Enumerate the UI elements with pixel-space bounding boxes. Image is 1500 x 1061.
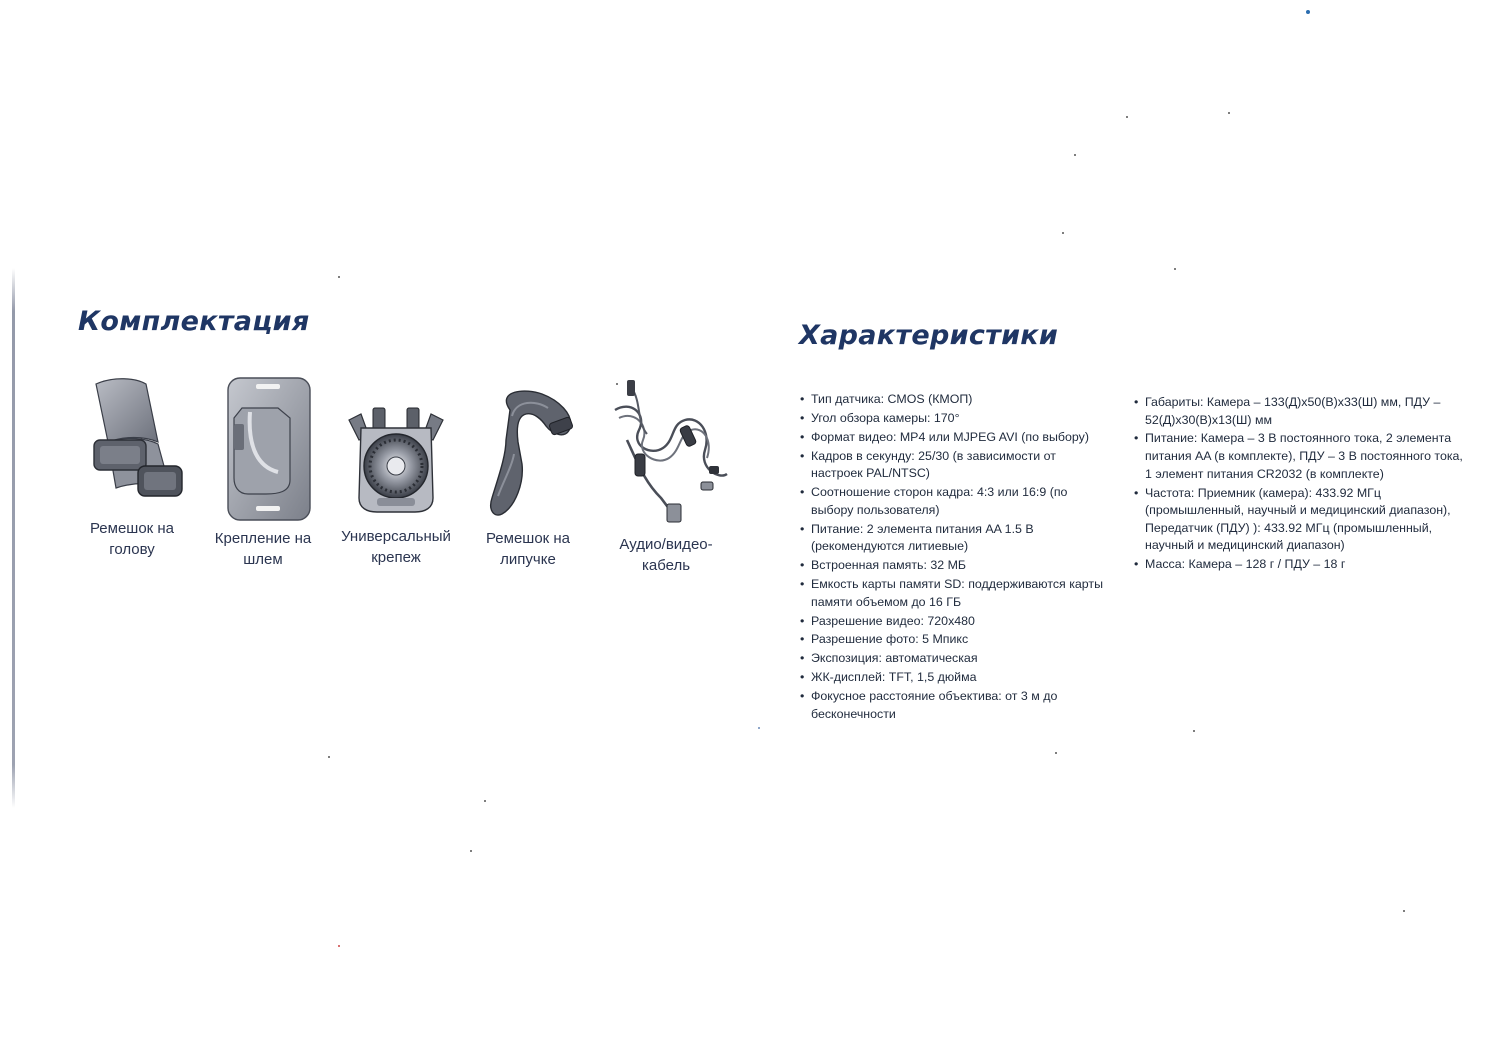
kit-caption: [62, 518, 202, 560]
kit-caption-line: шлем: [243, 551, 283, 568]
kit-item-universal-mount: [326, 370, 466, 568]
spec-item: • Питание: 2 элемента питания AA 1.5 В (рекомендуются литиевые): [800, 521, 1110, 556]
scan-speck: [1193, 730, 1195, 732]
scan-edge-shadow: [12, 268, 15, 808]
scan-speck: [338, 945, 340, 947]
scan-speck: [1055, 752, 1057, 754]
kit-heading: Комплектация: [78, 306, 310, 337]
spec-item: • Встроенная память: 32 МБ: [800, 557, 1110, 575]
scan-speck: [1228, 112, 1230, 114]
spec-item: • Емкость карты памяти SD: поддерживаются карты памяти объемом до 16 ГБ: [800, 576, 1110, 611]
scan-speck: [758, 727, 760, 729]
kit-item-velcro-strap: [458, 370, 598, 570]
scan-speck: [1062, 232, 1064, 234]
spec-item: • Экспозиция: автоматическая: [800, 650, 1110, 668]
spec-item: • Питание: Камера – 3 В постоянного тока, 2 элемента питания AA (в комплекте), ПДУ – 3 В постоянного тока, 1 элемент питания CR2032 (в комплекте): [1134, 430, 1464, 483]
scan-speck: [328, 756, 330, 758]
kit-caption: [458, 528, 598, 570]
spec-item: • Формат видео: MP4 или MJPEG AVI (по выбору): [800, 429, 1110, 447]
kit-caption-line: голову: [109, 541, 155, 558]
scan-speck: [1174, 268, 1176, 270]
spec-item: • ЖК-дисплей: TFT, 1,5 дюйма: [800, 669, 1110, 687]
kit-caption-line: крепеж: [371, 549, 421, 566]
kit-item-helmet-mount: [193, 370, 333, 570]
spec-item: • Кадров в секунду: 25/30 (в зависимости от настроек PAL/NTSC): [800, 448, 1110, 483]
kit-caption-line: Ремешок на: [485, 530, 571, 547]
scan-speck: [470, 850, 472, 852]
spec-item: • Разрешение видео: 720x480: [800, 613, 1110, 631]
scan-speck: [338, 276, 340, 278]
scan-speck: [484, 800, 486, 802]
spec-item: • Соотношение сторон кадра: 4:3 или 16:9 (по выбору пользователя): [800, 484, 1110, 519]
kit-caption: [326, 526, 466, 568]
head-strap-icon: [74, 370, 190, 500]
specs-list-right: [1134, 394, 1464, 575]
kit-caption-line: Крепление на: [214, 530, 312, 547]
specs-list-left: [800, 391, 1110, 725]
spec-item: • Тип датчика: CMOS (КМОП): [800, 391, 1110, 409]
spec-item: • Фокусное расстояние объектива: от 3 м до бесконечности: [800, 688, 1110, 723]
spec-item: • Масса: Камера – 128 г / ПДУ – 18 г: [1134, 556, 1464, 574]
kit-item-head-strap: [62, 370, 202, 560]
scan-speck: [1403, 910, 1405, 912]
spec-item: • Разрешение фото: 5 Мпикс: [800, 631, 1110, 649]
kit-item-av-cable: [596, 370, 736, 576]
universal-mount-icon: [337, 370, 455, 520]
kit-caption-line: Аудио/видео-: [619, 536, 713, 553]
kit-caption-line: Ремешок на: [89, 520, 175, 537]
spec-item: • Угол обзора камеры: 170°: [800, 410, 1110, 428]
av-cable-icon: [601, 370, 731, 526]
spec-item: • Габариты: Камера – 133(Д)x50(В)x33(Ш) мм, ПДУ – 52(Д)x30(В)x13(Ш) мм: [1134, 394, 1464, 429]
specs-heading: Характеристики: [799, 320, 1059, 351]
scan-speck: [1306, 10, 1310, 14]
scan-speck: [1074, 154, 1076, 156]
velcro-strap-icon: [476, 370, 580, 520]
helmet-mount-icon: [208, 370, 318, 526]
kit-caption-line: Универсальный: [341, 528, 451, 545]
kit-caption: [193, 528, 333, 570]
kit-caption: [596, 534, 736, 576]
kit-caption-line: липучке: [500, 551, 556, 568]
scan-speck: [1126, 116, 1128, 118]
kit-caption-line: кабель: [641, 557, 691, 574]
spec-item: • Частота: Приемник (камера): 433.92 МГц (промышленный, научный и медицинский диапазон), Передатчик (ПДУ) ): 433.92 МГц (промышленный, научный и медицинский диапазон): [1134, 485, 1464, 555]
